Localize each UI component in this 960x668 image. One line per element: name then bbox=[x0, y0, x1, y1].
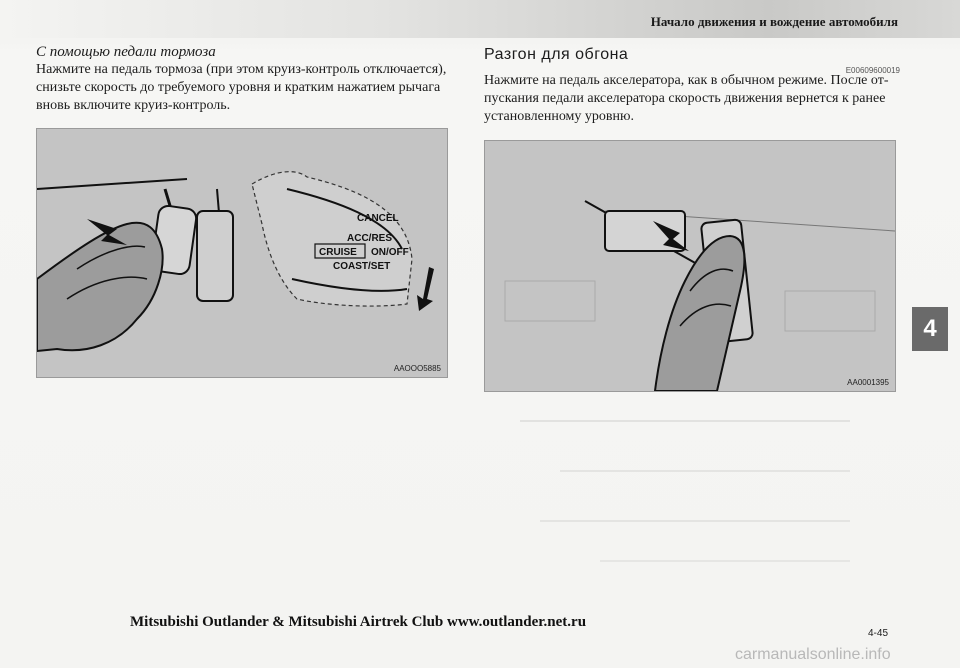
lever-label-coast-set: COAST/SET bbox=[333, 261, 391, 272]
figure-code-right: AA0001395 bbox=[847, 378, 889, 387]
bleed-through-line bbox=[560, 470, 850, 476]
overtaking-paragraph: Нажмите на педаль акселератора, как в обычном режиме. После от- пускания педали акселератора скорость движения вернется к ранее установленному уровню. bbox=[484, 73, 889, 124]
brake-pedal-drawing bbox=[37, 129, 447, 377]
right-column bbox=[484, 46, 904, 126]
overtaking-section-code: E00609600019 bbox=[845, 66, 900, 75]
brake-pedal-paragraph: Нажмите на педаль тормоза (при этом круиз-контроль отключается), снизьте скорость до требуемого уровня и кратким нажатием рычага вновь включите круиз-контроль. bbox=[36, 62, 447, 113]
brake-pedal-subtitle: С помощью педали тормоза bbox=[36, 44, 216, 60]
bleed-through-line bbox=[600, 560, 850, 566]
figure-code-left: AAOOO5885 bbox=[393, 364, 441, 373]
accelerator-pedal-illustration bbox=[484, 140, 896, 392]
lever-label-acc-res: ACC/RES bbox=[347, 233, 393, 244]
accelerator-pedal-drawing bbox=[485, 141, 895, 391]
brake-pedal-illustration bbox=[36, 128, 448, 378]
lever-label-cancel: CANCEL bbox=[357, 213, 399, 224]
left-column bbox=[36, 44, 456, 115]
chapter-number-tab: 4 bbox=[912, 307, 948, 351]
lever-label-cruise: CRUISE bbox=[319, 247, 357, 258]
club-footer-text: Mitsubishi Outlander & Mitsubishi Airtrek Club www.outlander.net.ru bbox=[130, 614, 587, 630]
lever-label-on-off: ON/OFF bbox=[371, 247, 409, 258]
overtaking-section-title: Разгон для обгона bbox=[484, 46, 629, 63]
bleed-through-line bbox=[540, 520, 850, 526]
page-number: 4-45 bbox=[868, 628, 889, 639]
bleed-through-line bbox=[520, 420, 850, 426]
chapter-header-title: Начало движения и вождение автомобиля bbox=[650, 14, 898, 29]
site-watermark: carmanualsonline.info bbox=[735, 646, 891, 663]
